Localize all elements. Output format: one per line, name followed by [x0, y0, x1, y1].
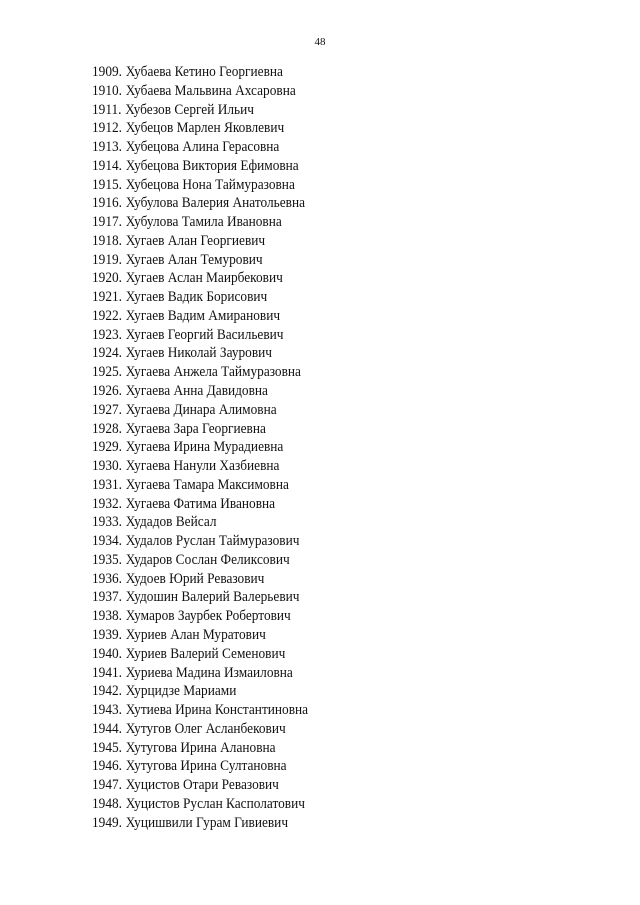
entry-number: 1939.	[92, 626, 123, 643]
list-item	[92, 682, 308, 701]
entry-name: Хутугова Ирина Султановна	[125, 758, 287, 775]
entry-number: 1947.	[92, 777, 123, 794]
list-item	[92, 269, 308, 288]
entry-name: Хуриев Алан Муратович	[125, 626, 266, 643]
entry-number: 1936.	[92, 570, 123, 587]
list-item	[92, 232, 308, 251]
entry-number: 1917.	[92, 214, 123, 231]
list-item	[92, 588, 308, 607]
entry-name: Хуриева Мадина Измаиловна	[125, 664, 293, 681]
list-item	[92, 795, 308, 814]
entry-number: 1931.	[92, 476, 123, 493]
entry-name: Хугаев Вадим Амиранович	[125, 307, 281, 324]
entry-name: Хуриев Валерий Семенович	[125, 645, 286, 662]
list-item	[92, 626, 308, 645]
entry-name: Хугаев Николай Заурович	[125, 345, 272, 362]
entry-name: Хурцидзе Мариами	[125, 683, 237, 700]
entry-name: Хуцишвили Гурам Гивиевич	[125, 814, 289, 831]
entry-number: 1930.	[92, 458, 123, 475]
entry-name: Хугаева Нанули Хазбиевна	[125, 458, 280, 475]
list-item	[92, 532, 308, 551]
entry-number: 1914.	[92, 157, 123, 174]
entry-name: Хуцистов Руслан Касполатович	[125, 795, 305, 812]
entry-number: 1938.	[92, 608, 123, 625]
list-item	[92, 739, 308, 758]
entry-name: Хуцистов Отари Ревазович	[125, 777, 279, 794]
list-item	[92, 757, 308, 776]
entry-name: Хубецова Виктория Ефимовна	[125, 157, 299, 174]
entry-name: Худошин Валерий Валерьевич	[125, 589, 300, 606]
list-item	[92, 701, 308, 720]
entry-number: 1940.	[92, 645, 123, 662]
entry-name: Хубаева Мальвина Ахсаровна	[125, 82, 296, 99]
entry-name: Хубаева Кетино Георгиевна	[125, 64, 283, 80]
list-item	[92, 420, 308, 439]
entry-number: 1911.	[92, 101, 122, 118]
entry-number: 1942.	[92, 683, 123, 700]
list-item	[92, 513, 308, 532]
list-item	[92, 457, 308, 476]
entry-name: Хубулова Тамила Ивановна	[125, 214, 282, 231]
entry-name: Хубецова Алина Герасовна	[125, 139, 280, 156]
list-item	[92, 382, 308, 401]
entry-number: 1941.	[92, 664, 123, 681]
entry-name: Хугаева Тамара Максимовна	[125, 476, 289, 493]
list-item	[92, 720, 308, 739]
entry-name: Хубецов Марлен Яковлевич	[125, 120, 285, 137]
entry-number: 1912.	[92, 120, 123, 137]
list-item	[92, 326, 308, 345]
list-item	[92, 645, 308, 664]
entry-name: Хугаева Ирина Мурадиевна	[125, 439, 284, 456]
list-item	[92, 401, 308, 420]
entry-number: 1921.	[92, 289, 123, 306]
entry-number: 1909.	[92, 64, 123, 80]
entry-name: Хугаев Алан Темурович	[125, 251, 263, 268]
list-item	[92, 213, 308, 232]
list-item	[92, 288, 308, 307]
entry-name: Худалов Руслан Таймуразович	[125, 533, 300, 550]
list-item	[92, 495, 308, 514]
entry-number: 1926.	[92, 383, 123, 400]
list-item	[92, 119, 308, 138]
entry-number: 1946.	[92, 758, 123, 775]
entry-name: Хугаева Фатима Ивановна	[125, 495, 276, 512]
name-list	[92, 63, 327, 832]
list-item	[92, 607, 308, 626]
entry-number: 1924.	[92, 345, 123, 362]
list-item	[92, 776, 308, 795]
entry-name: Хударов Сослан Феликсович	[125, 551, 290, 568]
list-item	[92, 476, 308, 495]
entry-number: 1919.	[92, 251, 123, 268]
entry-name: Хубулова Валерия Анатольевна	[125, 195, 306, 212]
entry-name: Хугаева Анна Давидовна	[125, 383, 268, 400]
entry-name: Хутугова Ирина Алановна	[125, 739, 276, 756]
entry-number: 1916.	[92, 195, 123, 212]
entry-name: Хубезов Сергей Ильич	[125, 101, 254, 118]
entry-name: Хугаев Георгий Васильевич	[125, 326, 284, 343]
entry-number: 1920.	[92, 270, 123, 287]
list-item	[92, 363, 308, 382]
list-item	[92, 251, 308, 270]
entry-number: 1923.	[92, 326, 123, 343]
entry-number: 1934.	[92, 533, 123, 550]
list-item	[92, 82, 308, 101]
list-item	[92, 551, 308, 570]
entry-name: Хугаев Вадик Борисович	[125, 289, 268, 306]
list-item	[92, 63, 308, 82]
entry-number: 1943.	[92, 702, 123, 719]
entry-number: 1929.	[92, 439, 123, 456]
list-item	[92, 344, 308, 363]
entry-number: 1949.	[92, 814, 123, 831]
entry-name: Хугаева Зара Георгиевна	[125, 420, 266, 437]
list-item	[92, 176, 308, 195]
entry-number: 1922.	[92, 307, 123, 324]
entry-number: 1948.	[92, 795, 123, 812]
list-item	[92, 157, 308, 176]
list-item	[92, 138, 308, 157]
entry-number: 1913.	[92, 139, 123, 156]
entry-name: Хугаева Динара Алимовна	[125, 401, 277, 418]
entry-name: Хугаев Алан Георгиевич	[125, 232, 266, 249]
entry-name: Хутугов Олег Асланбекович	[125, 720, 286, 737]
list-item	[92, 814, 308, 833]
entry-number: 1933.	[92, 514, 123, 531]
page-number: 48	[314, 36, 326, 48]
entry-number: 1935.	[92, 551, 123, 568]
entry-number: 1918.	[92, 232, 123, 249]
entry-name: Хубецова Нона Таймуразовна	[125, 176, 295, 193]
entry-name: Худадов Вейсал	[125, 514, 217, 531]
entry-name: Худоев Юрий Ревазович	[125, 570, 265, 587]
entry-number: 1944.	[92, 720, 123, 737]
list-item	[92, 438, 308, 457]
entry-number: 1928.	[92, 420, 123, 437]
list-item	[92, 101, 308, 120]
list-item	[92, 664, 308, 683]
entry-name: Хугаева Анжела Таймуразовна	[125, 364, 301, 381]
entry-number: 1945.	[92, 739, 123, 756]
entry-number: 1910.	[92, 82, 123, 99]
entry-number: 1932.	[92, 495, 123, 512]
entry-number: 1937.	[92, 589, 123, 606]
entry-name: Хутиева Ирина Константиновна	[125, 702, 309, 719]
entry-number: 1915.	[92, 176, 123, 193]
entry-number: 1925.	[92, 364, 123, 381]
list-item	[92, 194, 308, 213]
entry-number: 1927.	[92, 401, 123, 418]
list-item	[92, 307, 308, 326]
entry-name: Хугаев Аслан Маирбекович	[125, 270, 283, 287]
entry-name: Хумаров Заурбек Робертович	[125, 608, 291, 625]
list-item	[92, 570, 308, 589]
